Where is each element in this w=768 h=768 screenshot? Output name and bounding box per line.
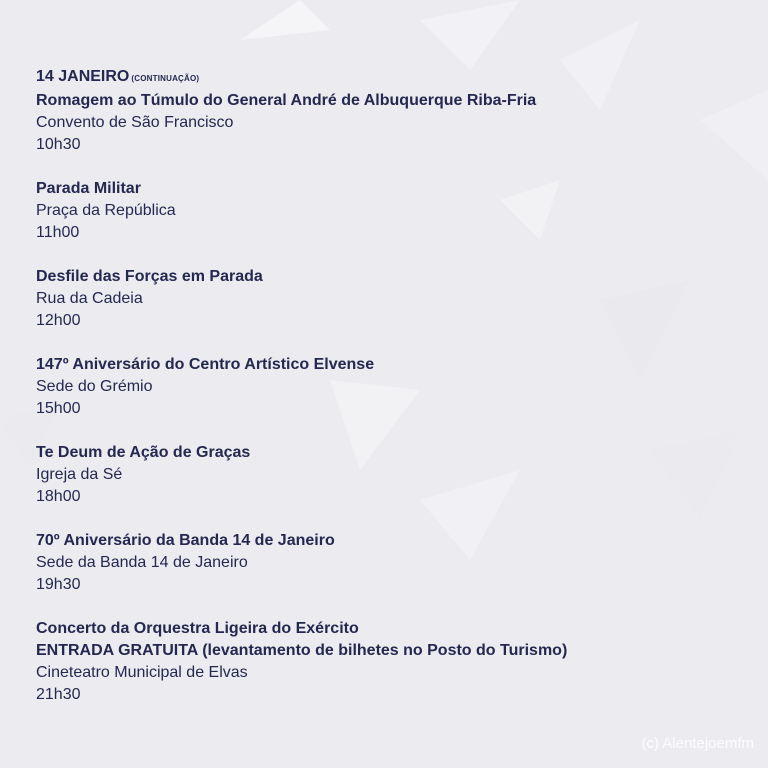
event-item xyxy=(36,530,736,596)
event-item xyxy=(36,178,736,244)
event-time: 11h00 xyxy=(36,224,80,241)
event-title: 147º Aniversário do Centro Artístico Elvense xyxy=(36,356,375,373)
schedule-heading xyxy=(36,66,736,90)
event-subtitle: ENTRADA GRATUITA (levantamento de bilhetes no Posto do Turismo) xyxy=(36,642,568,659)
event-item xyxy=(36,90,736,156)
event-title: Concerto da Orquestra Ligeira do Exército xyxy=(36,620,359,637)
event-place: Rua da Cadeia xyxy=(36,290,143,307)
event-time: 10h30 xyxy=(36,136,81,153)
event-place: Cineteatro Municipal de Elvas xyxy=(36,664,248,681)
event-time: 19h30 xyxy=(36,576,81,593)
event-item xyxy=(36,618,736,706)
event-item xyxy=(36,354,736,420)
event-place: Sede da Banda 14 de Janeiro xyxy=(36,554,248,571)
event-title: Te Deum de Ação de Graças xyxy=(36,444,251,461)
event-place: Praça da República xyxy=(36,202,176,219)
event-time: 21h30 xyxy=(36,686,81,703)
event-title: Romagem ao Túmulo do General André de Albuquerque Riba-Fria xyxy=(36,92,537,109)
heading-note: (CONTINUAÇÃO) xyxy=(131,74,200,83)
event-item xyxy=(36,442,736,508)
event-place: Convento de São Francisco xyxy=(36,114,234,131)
watermark: (c) Alentejoemfm xyxy=(641,735,754,752)
event-place: Sede do Grémio xyxy=(36,378,153,395)
event-place: Igreja da Sé xyxy=(36,466,123,483)
event-item xyxy=(36,266,736,332)
event-title: 70º Aniversário da Banda 14 de Janeiro xyxy=(36,532,335,549)
event-title: Parada Militar xyxy=(36,180,141,197)
event-title: Desfile das Forças em Parada xyxy=(36,268,263,285)
heading-date: 14 JANEIRO xyxy=(36,68,130,85)
event-time: 15h00 xyxy=(36,400,81,417)
event-time: 12h00 xyxy=(36,312,81,329)
event-time: 18h00 xyxy=(36,488,81,505)
schedule xyxy=(36,66,736,728)
